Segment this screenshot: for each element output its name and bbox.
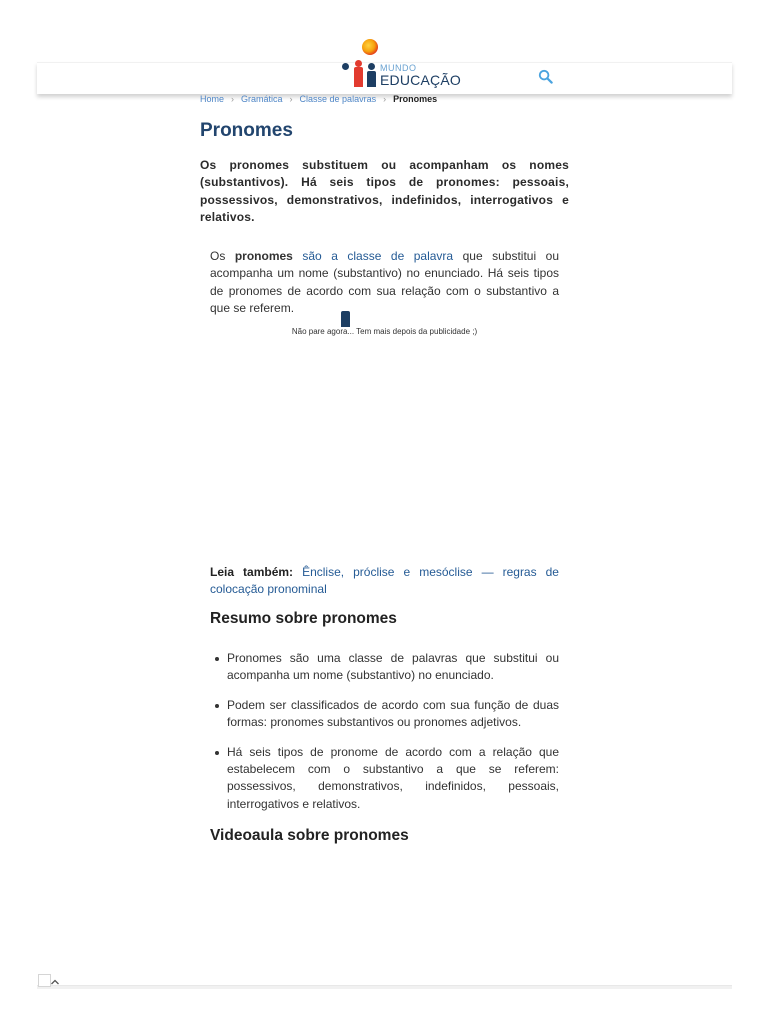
bottom-bar <box>37 985 732 989</box>
breadcrumb <box>200 94 437 104</box>
logo-text <box>380 64 461 87</box>
logo-line-2: EDUCAÇÃO <box>380 71 461 88</box>
breadcrumb-separator-icon: › <box>289 94 293 104</box>
list-item: Pronomes são uma classe de palavras que substitui ou acompanha um nome (substantivo) no enunciado. <box>210 650 559 685</box>
intro-bold: pronomes <box>234 249 293 263</box>
intro-text-2 <box>293 249 303 263</box>
resumo-heading: Resumo sobre pronomes <box>210 610 397 627</box>
ad-notice: Não pare agora... Tem mais depois da publicidade ;) <box>291 327 478 336</box>
breadcrumb-gramatica[interactable]: Gramática <box>241 94 283 104</box>
classe-de-palavra-link[interactable]: são a classe de palavra <box>302 249 454 263</box>
list-item: Há seis tipos de pronome de acordo com a relação que estabelecem com o substantivo a que se referem: possessivos, demonstrativos, indefinidos, pessoais, interrogativos e relativos. <box>210 744 559 814</box>
brand-badge-icon <box>362 39 378 55</box>
breadcrumb-current: Pronomes <box>393 94 438 104</box>
resumo-list <box>210 650 559 825</box>
intro-text-3: que substitui ou acompanha um nome (substantivo) no enunciado. Há seis tipos de pronomes de acordo com sua relação com o substantivo a que se referem. <box>210 249 559 316</box>
leia-tambem <box>210 564 559 599</box>
breadcrumb-separator-icon: › <box>383 94 387 104</box>
logo-line-1: MUNDO <box>380 62 417 73</box>
breadcrumb-separator-icon: › <box>231 94 235 104</box>
article-lead: Os pronomes substituem ou acompanham os nomes (substantivos). Há seis tipos de pronomes: pessoais, possessivos, demonstrativos, indefinidos, interrogativos e relativos. <box>200 158 569 225</box>
logo-people-icon <box>341 63 377 87</box>
colocacao-pronominal-link[interactable]: Ênclise, próclise e mesóclise — regras de colocação pronominal <box>210 565 559 597</box>
chevron-up-icon[interactable] <box>50 978 60 986</box>
search-icon[interactable] <box>538 69 553 84</box>
page-title: Pronomes <box>200 120 293 141</box>
videoaula-heading: Videoaula sobre pronomes <box>210 827 409 844</box>
breadcrumb-classe-de-palavras[interactable]: Classe de palavras <box>299 94 377 104</box>
list-item: Podem ser classificados de acordo com sua função de duas formas: pronomes substantivos ou pronomes adjetivos. <box>210 697 559 732</box>
leia-tambem-label: Leia também: <box>210 565 294 579</box>
breadcrumb-home[interactable]: Home <box>200 94 225 104</box>
intro-text-1: Os <box>210 249 235 263</box>
intro-paragraph <box>210 248 559 318</box>
site-logo[interactable] <box>341 63 461 87</box>
ad-placeholder <box>210 340 559 555</box>
